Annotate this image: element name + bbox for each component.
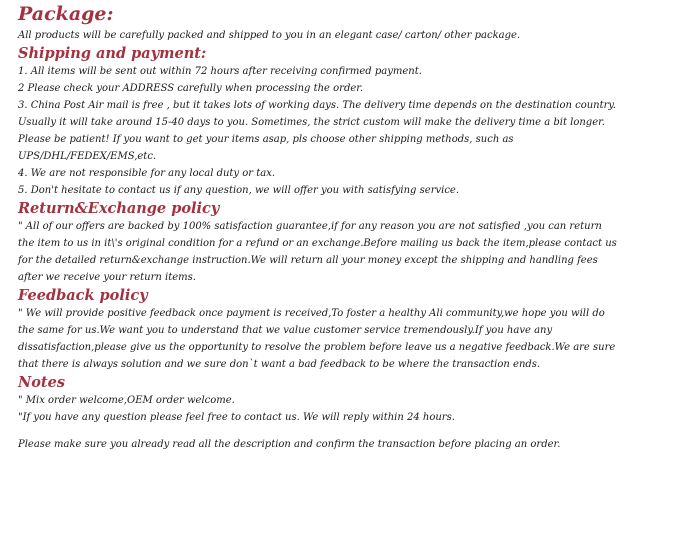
closing-note: Please make sure you already read all the description and confirm the transaction before placing an order.: [18, 439, 561, 450]
shipping-line: Please be patient! If you want to get your items asap, pls choose other shipping methods, such as: [18, 134, 514, 145]
shipping-line: 2 Please check your ADDRESS carefully when processing the order.: [18, 83, 364, 94]
notes-list: [18, 392, 690, 426]
feedback-line: the same for us.We want you to understand that we value customer service tremendously.If you have any: [18, 325, 553, 336]
feedback-heading: Feedback policy: [18, 287, 148, 304]
feedback-line: dissatisfaction,please give us the opportunity to resolve the problem before leave us a negative feedback.We are sure: [18, 342, 616, 353]
shipping-line: Usually it will take around 15-40 days to you. Sometimes, the strict custom will make the delivery time a bit longer.: [18, 117, 605, 128]
returns-line: the item to us in it\'s original condition for a refund or an exchange.Before mailing us back the item,please contact us: [18, 238, 617, 249]
shipping-line: 4. We are not responsible for any local duty or tax.: [18, 168, 276, 179]
shipping-line: 3. China Post Air mail is free , but it takes lots of working days. The delivery time depends on the destination country.: [18, 100, 616, 111]
shipping-line: UPS/DHL/FEDEX/EMS,etc.: [18, 151, 157, 162]
returns-paragraph: [18, 218, 690, 286]
returns-line: for the detailed return&exchange instruction.We will return all your money except the shipping and handling fees: [18, 255, 598, 266]
shipping-line: 1. All items will be sent out within 72 hours after receiving confirmed payment.: [18, 66, 422, 77]
product-policy-document: [18, 0, 690, 453]
shipping-line: 5. Don't hesitate to contact us if any question, we will offer you with satisfying service.: [18, 185, 460, 196]
notes-heading: Notes: [18, 374, 66, 391]
shipping-heading: Shipping and payment:: [18, 45, 207, 62]
returns-line: " All of our offers are backed by 100% satisfaction guarantee,if for any reason you are not satisfied ,you can return: [18, 221, 602, 232]
feedback-paragraph: [18, 305, 690, 373]
returns-line: after we receive your return items.: [18, 272, 196, 283]
feedback-line: that there is always solution and we sure don`t want a bad feedback to be where the transaction ends.: [18, 359, 541, 370]
shipping-list: [18, 63, 690, 199]
package-text: All products will be carefully packed and shipped to you in an elegant case/ carton/ other package.: [18, 30, 521, 41]
notes-line: "If you have any question please feel free to contact us. We will reply within 24 hours.: [18, 412, 455, 423]
spacer: [18, 426, 690, 436]
notes-line: " Mix order welcome,OEM order welcome.: [18, 395, 235, 406]
package-heading: Package:: [18, 3, 114, 25]
returns-heading: Return&Exchange policy: [18, 200, 220, 217]
feedback-line: " We will provide positive feedback once payment is received,To foster a healthy Ali community,we hope you will do: [18, 308, 605, 319]
